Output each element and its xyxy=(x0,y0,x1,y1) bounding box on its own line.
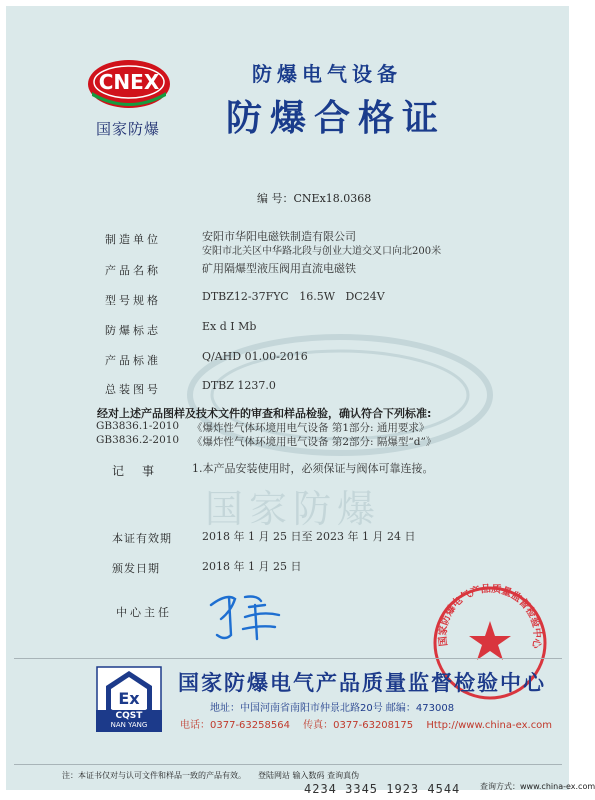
cqst-name: CQST xyxy=(115,711,143,721)
field-value-address: 安阳市北关区中华路北段与创业大道交叉口向北200米 xyxy=(202,246,442,257)
footer-website: Http://www.china-ex.com xyxy=(426,720,553,731)
footer-organization: 国家防爆电气产品质量监督检验中心 xyxy=(178,671,546,695)
field-value-product-standard: Q/AHD 01.00-2016 xyxy=(202,350,308,363)
document-title: 防爆合格证 xyxy=(226,98,447,139)
footer-address: 地址：中国河南省南阳市仲景北路20号 邮编：473008 xyxy=(210,703,455,714)
footer-fax: 传真：0377-63208175 xyxy=(303,720,414,731)
note-divider xyxy=(14,764,562,765)
field-label-product-name: 产品名称 xyxy=(105,264,161,277)
field-value-model: DTBZ12-37FYC 16.5W DC24V xyxy=(202,290,385,303)
validity-label: 本证有效期 xyxy=(112,532,172,545)
issue-date-value: 2018 年 1 月 25 日 xyxy=(202,560,302,573)
field-label-model: 型号规格 xyxy=(105,294,161,307)
cnex-brand-text: CNEX xyxy=(98,70,160,94)
cqst-logo xyxy=(96,666,162,732)
footer-contact xyxy=(180,716,562,731)
cqst-ex-mark: Ex xyxy=(118,689,140,708)
document-category: 防爆电气设备 xyxy=(252,62,402,86)
conformity-statement: 经对上述产品图样及技术文件的审查和样品检验，确认符合下列标准: xyxy=(97,407,432,420)
remarks-label: 记 事 xyxy=(112,464,158,478)
standard-code: GB3836.1-2010 xyxy=(96,420,180,432)
director-label: 中心主任 xyxy=(116,606,172,619)
standard-title: 《爆炸性气体环境用电气设备 第2部分: 隔爆型“d”》 xyxy=(192,436,437,448)
validity-value: 2018 年 1 月 25 日至 2023 年 1 月 24 日 xyxy=(202,530,416,543)
footer-divider xyxy=(14,658,562,659)
anti-counterfeit-serial: 4234 3345 1923 4544 xyxy=(304,782,461,796)
query-website: 查询方式：www.china-ex.com xyxy=(480,782,595,791)
field-label-ex-marking: 防爆标志 xyxy=(105,324,161,337)
cnex-logo xyxy=(86,58,172,120)
standard-title: 《爆炸性气体环境用电气设备 第1部分: 通用要求》 xyxy=(192,422,430,434)
field-label-drawing-no: 总装图号 xyxy=(105,383,161,396)
cqst-city: NAN YANG xyxy=(110,721,148,729)
remarks-value: 1.本产品安装使用时，必须保证与阀体可靠连接。 xyxy=(192,462,434,475)
cnex-logo-icon xyxy=(86,58,172,110)
field-label-product-standard: 产品标准 xyxy=(105,354,161,367)
stamp-star-icon xyxy=(469,621,511,660)
issue-date-label: 颁发日期 xyxy=(112,562,160,575)
field-value-drawing-no: DTBZ 1237.0 xyxy=(202,379,276,392)
director-signature xyxy=(205,585,287,645)
certificate-number: 编 号：CNEx18.0368 xyxy=(257,192,372,205)
watermark-text: 国家防爆 xyxy=(205,487,382,531)
field-value-manufacturer: 安阳市华阳电磁铁制造有限公司 xyxy=(202,230,356,243)
field-label-manufacturer: 制造单位 xyxy=(105,233,161,246)
standard-code: GB3836.2-2010 xyxy=(96,434,180,446)
footer-phone: 电话：0377-63258564 xyxy=(180,720,290,731)
field-value-ex-marking: Ex d Ⅰ Mb xyxy=(202,320,257,333)
footer-note: 注：本证书仅对与认可文件和样品一致的产品有效。 登陆网站 输入数码 查询真伪 xyxy=(62,771,360,780)
field-value-product-name: 矿用隔爆型液压阀用直流电磁铁 xyxy=(202,262,356,275)
stamp-text: 国家防爆电气产品质量监督检验中心 xyxy=(437,583,543,650)
logo-subtitle: 国家防爆 xyxy=(96,120,161,138)
